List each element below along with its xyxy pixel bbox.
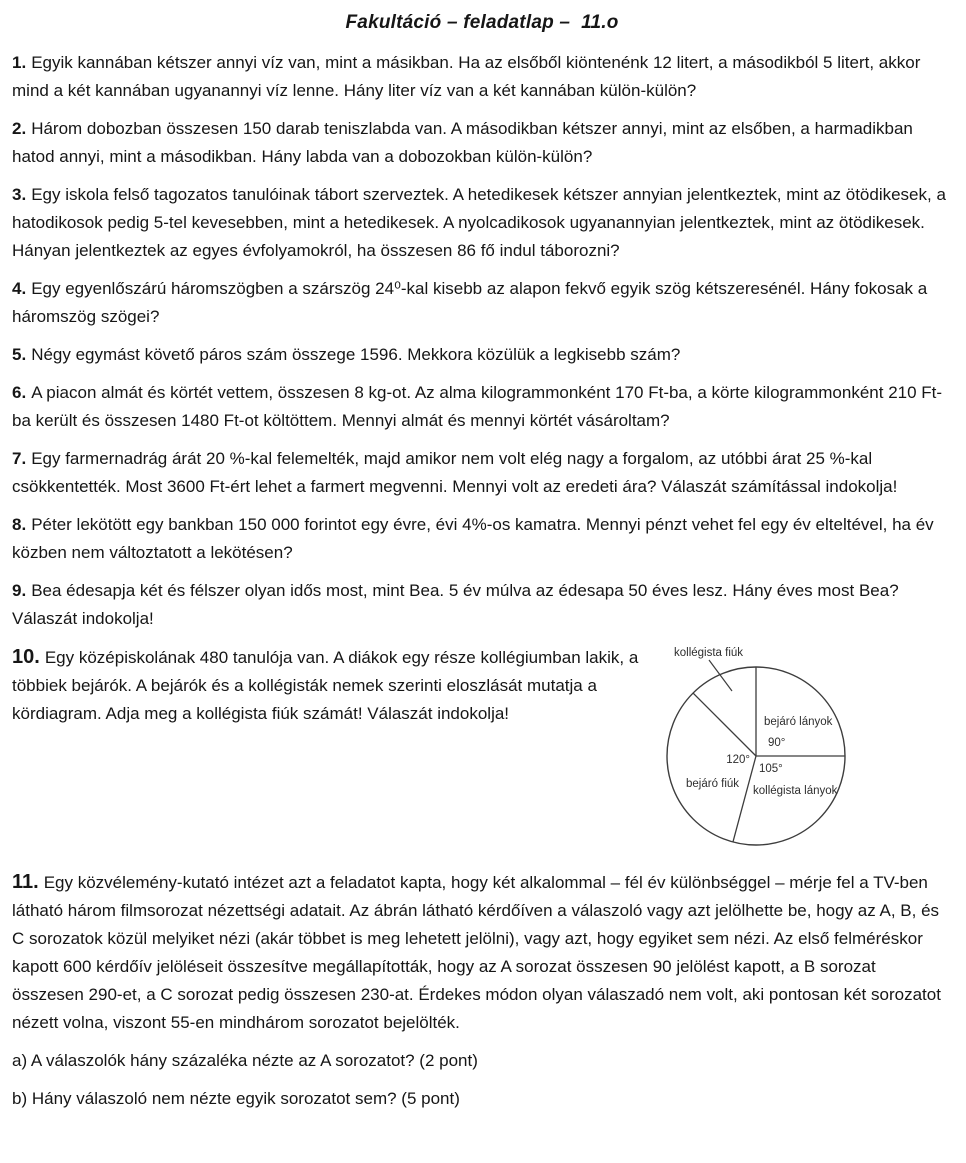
problem-6 xyxy=(12,379,952,435)
problem-8-text: Péter lekötött egy bankban 150 000 forintot egy évre, évi 4%-os kamatra. Mennyi pénzt vehet fel egy év elteltével, ha év közben nem változtatott a lekötésen? xyxy=(12,515,934,562)
pie-chart xyxy=(652,643,952,858)
pie-chart-svg xyxy=(652,643,952,858)
problem-9 xyxy=(12,577,952,633)
problem-7-number: 7. xyxy=(12,449,27,468)
problem-7 xyxy=(12,445,952,501)
problem-9-number: 9. xyxy=(12,581,27,600)
problem-4-text: Egy egyenlőszárú háromszögben a szárszög 24⁰-kal kisebb az alapon fekvő egyik szög kétszeresénél. Hány fokosak a háromszög szögei? xyxy=(12,279,928,326)
problem-3-text: Egy iskola felső tagozatos tanulóinak tábort szerveztek. A hetedikesek kétszer annyian jelentkeztek, mint az ötödikesek, a hatodikosok pedig 5-tel kevesebben, mint a hetedikesek. A nyolcadikosok ugyanannyian jelentkeztek, mint az ötödikesek. Hányan jelentkeztek az egyes évfolyamokról, ha összesen 86 fő indul táborozni? xyxy=(12,185,946,260)
problem-1-text: Egyik kannában kétszer annyi víz van, mint a másikban. Ha az elsőből kiöntenénk 12 litert, a másodikból 5 litert, akkor mind a két kannában ugyanannyi víz lenne. Hány liter víz van a két kannában külön-külön? xyxy=(12,53,921,100)
problem-9-text: Bea édesapja két és félszer olyan idős most, mint Bea. 5 év múlva az édesapa 50 éves lesz. Hány éves most Bea? Válaszát indokolja! xyxy=(12,581,899,628)
problem-6-text: A piacon almát és körtét vettem, összesen 8 kg-ot. Az alma kilogrammonként 170 Ft-ba, a körte kilogrammonként 210 Ft-ba került és összesen 1480 Ft-ot költöttem. Mennyi almát és mennyi körtét vásároltam? xyxy=(12,383,943,430)
problem-5-text: Négy egymást követő páros szám összege 1596. Mekkora közülük a legkisebb szám? xyxy=(31,345,681,364)
pie-degree-label: 105° xyxy=(759,763,783,775)
problem-2 xyxy=(12,115,952,171)
pie-slice-label: kollégista fiúk xyxy=(674,647,744,659)
problem-7-text: Egy farmernadrág árát 20 %-kal felemelték, majd amikor nem volt elég nagy a forgalom, az utóbbi árat 25 %-kal csökkentették. Most 3600 Ft-ért lehet a farmert megvenni. Mennyi volt az eredeti ára? Válaszát számítással indokolja! xyxy=(12,449,898,496)
page-title: Fakultáció – feladatlap – 11.o xyxy=(345,12,619,33)
pie-degree-label: 90° xyxy=(768,737,786,749)
problem-2-number: 2. xyxy=(12,119,27,138)
problem-10-row xyxy=(12,643,952,858)
problem-3 xyxy=(12,181,952,265)
problem-10-number: 10. xyxy=(12,646,40,668)
problem-8-number: 8. xyxy=(12,515,27,534)
problem-4-number: 4. xyxy=(12,279,27,298)
problem-1-number: 1. xyxy=(12,53,27,72)
problem-5 xyxy=(12,341,952,369)
problem-4 xyxy=(12,275,952,331)
problem-11 xyxy=(12,868,952,1037)
problem-5-number: 5. xyxy=(12,345,27,364)
problem-10 xyxy=(12,643,652,728)
problem-3-number: 3. xyxy=(12,185,27,204)
pie-degree-label: 120° xyxy=(726,754,750,766)
problem-6-number: 6. xyxy=(12,383,27,402)
subquestion-b: b) Hány válaszoló nem nézte egyik sorozatot sem? (5 pont) xyxy=(12,1089,460,1108)
pie-slice-label: bejáró fiúk xyxy=(686,778,740,790)
pie-slice-label: kollégista lányok xyxy=(753,785,838,797)
worksheet-page xyxy=(12,12,952,1113)
problem-11-number: 11. xyxy=(12,871,39,893)
problem-8 xyxy=(12,511,952,567)
problem-11-text: Egy közvélemény-kutató intézet azt a feladatot kapta, hogy két alkalommal – fél év különbséggel – mérje fel a TV-ben látható három filmsorozat nézettségi adatait. Az ábrán látható kérdőíven a válaszoló vagy azt jelölhette be, hogy az A, B, és C sorozatok közül melyiket nézi (akár többet is meg lehetett jelölni), vagy azt, hogy egyiket sem nézi. Az első felméréskor kapott 600 kérdőív jelöléseit összesítve megállapították, hogy az A sorozat összesen 90 jelölést kapott, a B sorozat összesen 290-et, a C sorozat pedig összesen 230-at. Érdekes módon olyan válaszadó nem volt, aki pontosan két sorozatot nézett volna, viszont 55-en mindhárom sorozatot bejelölték. xyxy=(12,873,941,1032)
subquestion-a: a) A válaszolók hány százaléka nézte az A sorozatot? (2 pont) xyxy=(12,1051,478,1070)
problem-2-text: Három dobozban összesen 150 darab teniszlabda van. A másodikban kétszer annyi, mint az elsőben, a harmadikban hatod annyi, mint a másodikban. Hány labda van a dobozokban külön-külön? xyxy=(12,119,913,166)
problem-1 xyxy=(12,49,952,105)
problem-10-text: Egy középiskolának 480 tanulója van. A diákok egy része kollégiumban lakik, a többiek bejárók. A bejárók és a kollégisták nemek szerinti eloszlását mutatja a kördiagram. Adja meg a kollégista fiúk számát! Válaszát indokolja! xyxy=(12,648,639,723)
pie-slice-label: bejáró lányok xyxy=(764,716,833,728)
